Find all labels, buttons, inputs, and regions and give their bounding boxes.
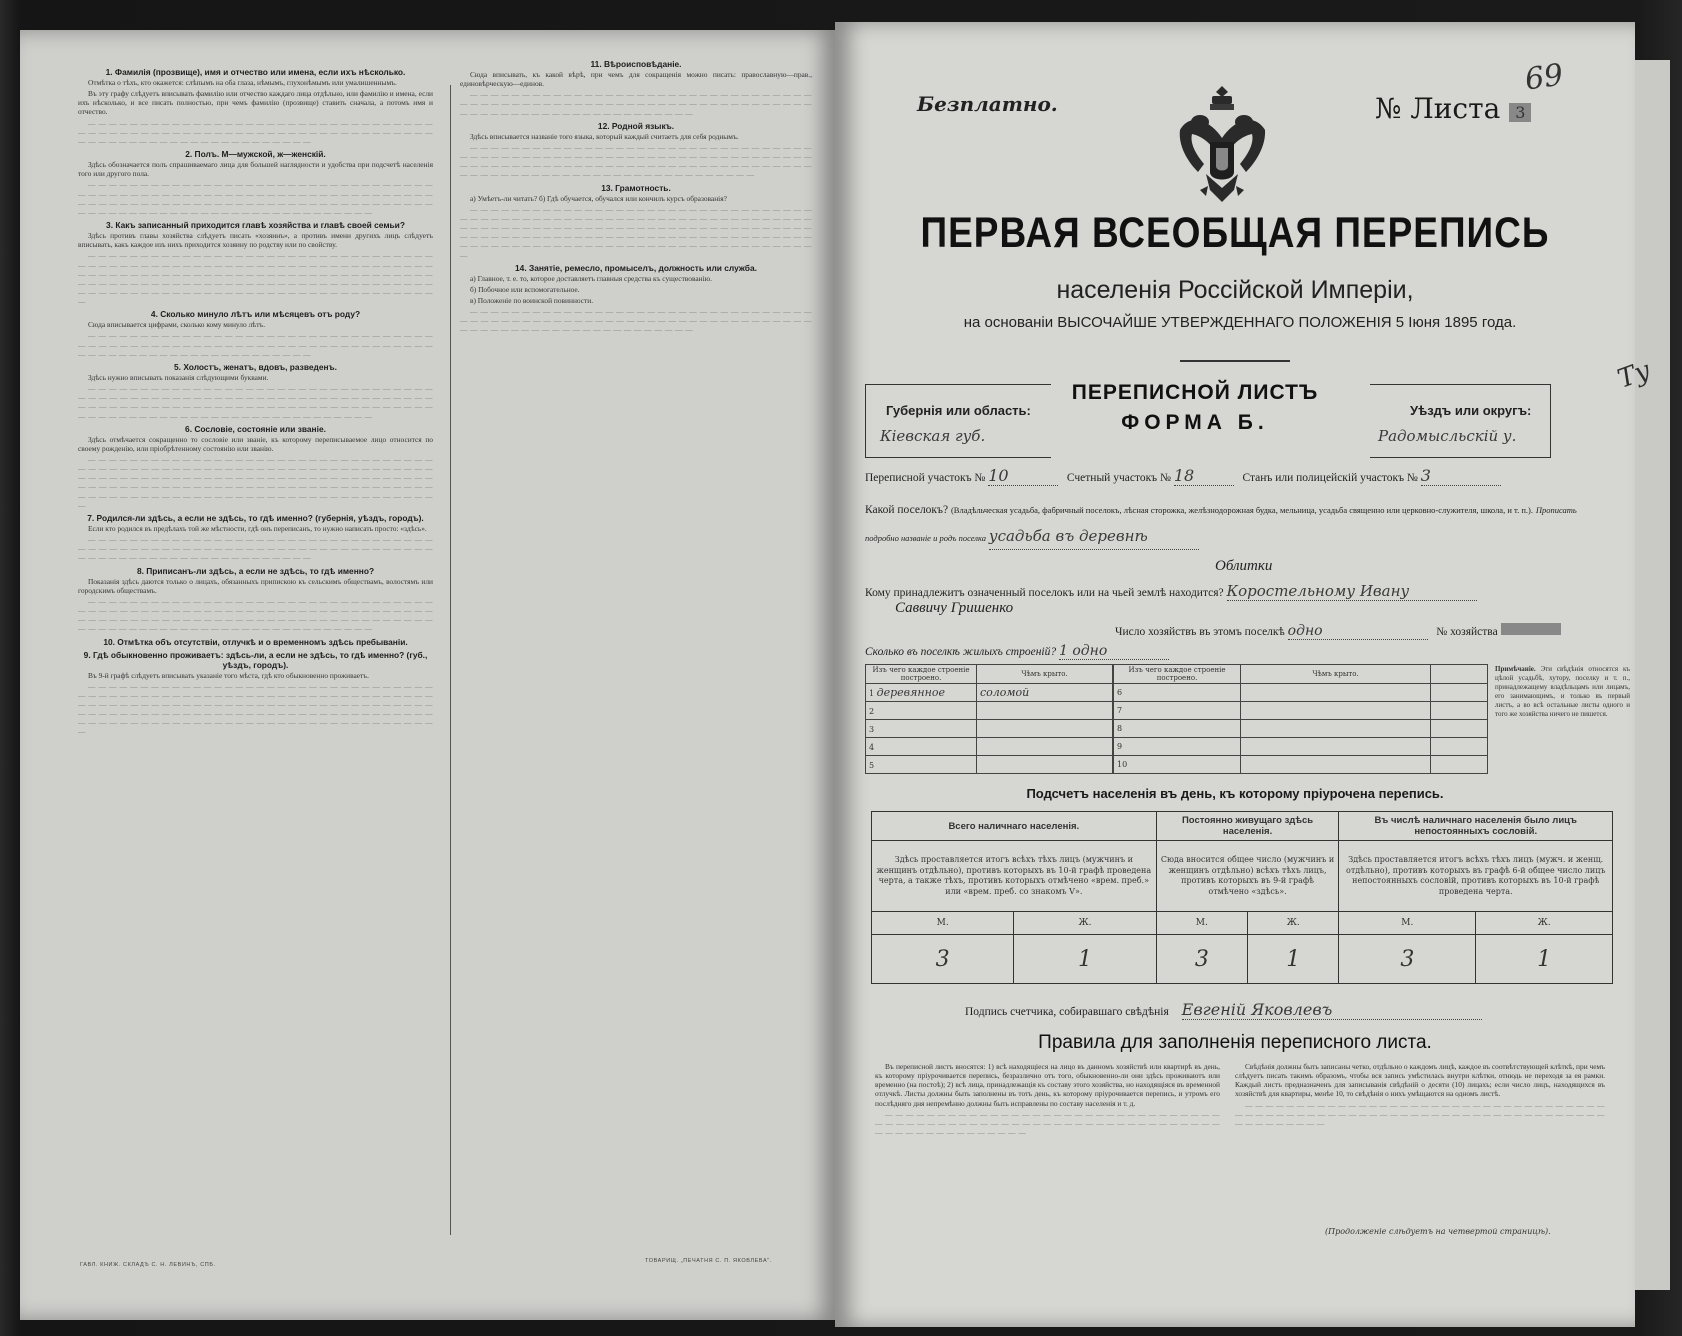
police-area-label: Станъ или полицейскій участокъ №: [1242, 472, 1418, 484]
count-sex-row: [872, 912, 1613, 935]
count-desc-row: [872, 841, 1613, 912]
roof-material-cell: [977, 720, 1113, 738]
buildings-table-header: [866, 665, 1113, 684]
rules-left-text: Въ переписной листъ вносятся: 1) всѣ находящіеся на лицо въ данномъ хозяйствѣ или квартирѣ въ день, къ которому пріурочивается перепись, безразлично отъ того, обыкновенно-ли они здѣсь проживаютъ или временно (на постоѣ); 2) всѣ лица, принадлежащія къ составу этого хозяйства, но находящіяся въ временной отлучкѣ. Листы должны быть заполнены въ тотъ день, къ которому пріурочивается перепись, и утромъ его послѣдняго дня непремѣнно должны быть исправлены по составу населенія и т. д.: [875, 1062, 1220, 1108]
police-area-value: 3: [1421, 466, 1501, 486]
instruction-heading: 3. Какъ записанный приходится главѣ хозяйства и главѣ своей семьи?: [106, 220, 405, 231]
instructions-column-2: [460, 56, 812, 1244]
settlement-value-line2: Облитки: [1215, 558, 1273, 574]
instruction-paragraph: б) Побочное или вспомогательное.: [470, 284, 580, 294]
rules-right-filler: — — — — — — — — — — — — — — — — — — — — — — — — — — — — — — — — — — — — — — — — — — — — — — — — — — — — — — — — — — — — — — — — — — — — — — — — — — — — — — — —: [1235, 1100, 1605, 1128]
empty-cell: [1431, 738, 1488, 756]
count-column-header: Въ числѣ наличнаго населенія было лицъ непостоянныхъ сословій.: [1339, 812, 1613, 841]
building-row-number: 1: [869, 689, 877, 698]
building-row-number: 8: [1114, 720, 1241, 738]
settlement-value: усадьба въ деревнѣ: [989, 523, 1199, 550]
building-row: [866, 738, 1113, 756]
building-row: [1114, 720, 1488, 738]
form-title-line2: ФОРМА Б.: [1121, 411, 1269, 434]
rules-column-left: [875, 1062, 1220, 1232]
roof-material-header: Чѣмъ крыто.: [977, 665, 1113, 684]
form-title: [1045, 378, 1345, 438]
male-count: 3: [1339, 935, 1476, 984]
buildings-value: 1 одно: [1059, 643, 1169, 660]
count-column-header: Всего наличнаго населенія.: [872, 812, 1157, 841]
instruction-paragraph: Здѣсь отмѣчается сокращенно то сословіе или званіе, къ которому переписываемое лицо относится по своему рожденію, или пріобрѣтенному состоянію или званію.: [78, 434, 433, 453]
building-row: [1114, 702, 1488, 720]
roof-material-cell: [977, 756, 1113, 774]
count-area-label: Счетный участокъ №: [1066, 472, 1171, 484]
double-headed-eagle-emblem: [1170, 82, 1275, 212]
owner-value-line2: Саввичу Гришенко: [895, 600, 1014, 616]
instruction-heading: 10. Отмѣтка объ отсутствіи, отлучкѣ и о временномъ здѣсь пребываніи.: [103, 636, 408, 647]
buildings-table-left: [865, 664, 1113, 774]
settlement-label: Какой поселокъ?: [865, 504, 949, 516]
buildings-label: Сколько въ поселкѣ жилыхъ строеній?: [865, 646, 1057, 658]
roof-material-cell: [977, 702, 1113, 720]
province-label: Губернія или область:: [886, 403, 1031, 418]
count-column-header: Постоянно живущаго здѣсь населенія.: [1156, 812, 1339, 841]
male-count: 3: [872, 935, 1014, 984]
empty-cell: [1431, 720, 1488, 738]
building-material-cell: [866, 756, 977, 774]
buildings-row: [865, 643, 1169, 660]
text-block-placeholder: — — — — — — — — — — — — — — — — — — — — — — — — — — — — — — — — — — — — — — — — — — — — — — — — — — — — — — — — — — — — — — — — — — — — — — — — — — — — — — — — — — — — — — — — — —: [78, 118, 433, 146]
building-row: [866, 720, 1113, 738]
building-material-header: Изъ чего каждое строеніе построено.: [866, 665, 977, 684]
enumerator-signature-row: [965, 1000, 1482, 1020]
census-basis: на основаніи ВЫСОЧАЙШЕ УТВЕРЖДЕННАГО ПОЛОЖЕНІЯ 5 Іюня 1895 года.: [963, 314, 1517, 331]
form-title-line1: ПЕРЕПИСНОЙ ЛИСТЪ: [1071, 381, 1319, 404]
empty-cell: [1431, 702, 1488, 720]
district-box: [1370, 384, 1551, 458]
text-block-placeholder: — — — — — — — — — — — — — — — — — — — — — — — — — — — — — — — — — — — — — — — — — — — — — — — — — — — — — — — — — — — — — — — — — — — — — — — — — — — — — — — — — — — — — — — — — —: [78, 535, 433, 563]
right-page: [835, 22, 1635, 1327]
text-block-placeholder: — — — — — — — — — — — — — — — — — — — — — — — — — — — — — — — — — — — — — — — — — — — — — — — — — — — — — — — — — — — — — — — — — — — — — — — — — — — — — — — — — — — — — — — — — — — — — — — — — — — — — — — — — — — — — — — — — — — — — — — — — — — — — — — — — —: [78, 384, 433, 421]
archive-stamp-number: 69: [1522, 57, 1566, 98]
roof-material-cell: [977, 738, 1113, 756]
instruction-paragraph: Въ эту графу слѣдуетъ вписывать фамилію или отчество каждаго лица отдѣльно, или фамилію и имена, если ихъ нѣсколько, и все писать полностью, при чемъ фамилію (прозвище) ставить сначала, а потомъ имя и отчество.: [78, 89, 433, 117]
roof-material-cell: [1241, 756, 1431, 774]
building-material-cell: [866, 684, 977, 702]
instruction-heading: 4. Сколько минуло лѣтъ или мѣсяцевъ отъ роду?: [150, 309, 361, 320]
instruction-heading: 9. Гдѣ обыкновенно проживаетъ: здѣсь-ли, а если не здѣсь, то гдѣ именно? (губ., уѣздъ, городъ).: [83, 649, 428, 670]
roof-material-cell: [1241, 738, 1431, 756]
building-row: [1114, 738, 1488, 756]
instruction-paragraph: Здѣсь обозначается полъ спрашиваемаго лица для большей наглядности и удобства при подсчетѣ населенія того или другого пола.: [78, 160, 433, 179]
instruction-paragraph: Здѣсь вписывается названіе того языка, который каждый считаетъ для себя роднымъ.: [470, 131, 739, 141]
empty-header-cell: [1431, 665, 1488, 684]
instruction-heading: 2. Полъ. М—мужской, ж—женскій.: [185, 149, 326, 160]
text-block-placeholder: — — — — — — — — — — — — — — — — — — — — — — — — — — — — — — — — — — — — — — — — — — — — — — — — — — — — — — — — — — — — — — — — — — — — — — — — — — — — — — — — — — — — — — — — — — — — — — — — — — — — — — — — — — — — — — — — — — — — — — — — — — — — — — — — — —: [78, 180, 433, 217]
instruction-paragraph: Сюда вписывать, къ какой вѣрѣ, при чемъ для сокращенія можно писать: православную—прав., единовѣрческую—единов.: [460, 70, 812, 89]
instruction-heading: 6. Сословіе, состояніе или званіе.: [185, 423, 326, 434]
households-value: одно: [1288, 623, 1428, 640]
census-subtitle: населенія Россійской Имперіи,: [1056, 276, 1414, 304]
building-row: [866, 702, 1113, 720]
building-row: [866, 684, 1113, 702]
instruction-heading: 5. Холостъ, женатъ, вдовъ, разведенъ.: [174, 361, 337, 372]
margin-handwriting: Ту: [1613, 355, 1655, 395]
male-count: 3: [1156, 935, 1247, 984]
sheet-number: [1375, 92, 1531, 125]
building-material-value: деревянное: [876, 686, 945, 699]
building-row-number: 3: [869, 725, 875, 734]
signature-label: Подпись счетчика, собиравшаго свѣдѣнія: [965, 1006, 1169, 1018]
rules-column-right: [1235, 1062, 1605, 1222]
count-column-description: Сюда вносится общее число (мужчинъ и женщинъ отдѣльно) всѣхъ тѣхъ лицъ, противъ которыхъ въ 9-й графѣ отмѣчено «здѣсь».: [1156, 841, 1339, 912]
household-number-label: № хозяйства: [1436, 626, 1498, 638]
text-block-placeholder: — — — — — — — — — — — — — — — — — — — — — — — — — — — — — — — — — — — — — — — — — — — — — — — — — — — — — — — — — — — — — — — — — — — — — — — — — — — — — — — — — — — — — — — — — — — — — — — — — — — — — — — — — — — — — — — — — — — — — — — — — — — — — — — — — — — — — — — — — — — — — — — — — — — — — — — — — — — — — — — — — — — — — — — — — —: [78, 455, 433, 510]
text-block-placeholder: — — — — — — — — — — — — — — — — — — — — — — — — — — — — — — — — — — — — — — — — — — — — — — — — — — — — — — — — — — — — — — — — — — — — — — — — — — — — — — — — — — — — — — — — — — — — — — — — — — — — — — — — — — — — — — — — — — — — — — — — — — — — — — — — — — — — — — — — — — — — — — — — — — — — — — — — — — — — — — — — — — — — — — — — — —: [460, 204, 812, 260]
continuation-note: (Продолженіе слѣдуетъ на четвертой страницѣ).: [1325, 1227, 1551, 1236]
instruction-paragraph: Показанія здѣсь даются только о лицахъ, обязанныхъ припискою къ сельскимъ обществамъ, волостямъ или городскимъ обществамъ.: [78, 576, 433, 595]
male-header: М.: [1339, 912, 1476, 935]
census-area-label: Переписной участокъ №: [865, 472, 986, 484]
instruction-heading: 11. Вѣроисповѣданіе.: [590, 59, 682, 69]
text-block-placeholder: — — — — — — — — — — — — — — — — — — — — — — — — — — — — — — — — — — — — — — — — — — — — — — — — — — — — — — — — — — — — — — — — — — — — — — — — — — — — — — — — — — — — — — — — — —: [460, 307, 812, 335]
instructions-column-1: [78, 64, 433, 1244]
province-box: [865, 384, 1051, 458]
text-block-placeholder: — — — — — — — — — — — — — — — — — — — — — — — — — — — — — — — — — — — — — — — — — — — — — — — — — — — — — — — — — — — — — — — — — — — — — — — — — — — — — — — — — — — — — — — — — — — — — — — — — — — — — — — — — — — — — — — — — — — — — — — — — — — — — — — — — —: [460, 142, 812, 180]
count-value-row: [872, 935, 1613, 984]
remark-title: Примѣчаніе.: [1495, 665, 1536, 673]
settlement-row: [865, 497, 1605, 551]
population-count-title: Подсчетъ населенія въ день, къ которому пріурочена перепись.: [1026, 786, 1444, 801]
roof-material-cell: [1241, 684, 1431, 702]
roof-material-header: Чѣмъ крыто.: [1241, 665, 1431, 684]
sheet-number-label: № Листа: [1375, 92, 1501, 125]
instruction-heading: 14. Занятіе, ремесло, промыселъ, должность или служба.: [515, 262, 757, 273]
owner-label: Кому принадлежитъ означенный поселокъ или на чьей землѣ находится?: [865, 587, 1224, 599]
instruction-heading: 7. Родился-ли здѣсь, а если не здѣсь, то гдѣ именно? (губернія, уѣздъ, городъ).: [87, 512, 424, 523]
text-block-placeholder: — — — — — — — — — — — — — — — — — — — — — — — — — — — — — — — — — — — — — — — — — — — — — — — — — — — — — — — — — — — — — — — — — — — — — — — — — — — — — — — — — — — — — — — — — —: [460, 90, 812, 118]
instruction-paragraph: Здѣсь противъ главы хозяйства слѣдуетъ писать «хозяинъ», а противъ имени другихъ лицъ слѣдуетъ вписывать, какъ каждое изъ нихъ приходится хозяину по родству или по свойству.: [78, 231, 433, 250]
female-count: 1: [1476, 935, 1613, 984]
province-value: Кіевская губ.: [880, 427, 986, 445]
building-row-number: 2: [869, 707, 875, 716]
household-number-redacted: [1501, 623, 1561, 635]
text-block-placeholder: — — — — — — — — — — — — — — — — — — — — — — — — — — — — — — — — — — — — — — — — — — — — — — — — — — — — — — — — — — — — — — — — — — — — — — — — — — — — — — — — — — — — — — — — — — — — — — — — — — — — — — — — — — — — — — — — — — — — — — — — — — — — — — — — — — — — — — — — — — — — — — — — — — — — — — — — — — — — — — — — — — — — — — — — — —: [78, 251, 433, 307]
signature-value: Евгеній Яковлевъ: [1182, 1000, 1482, 1020]
count-column-description: Здѣсь проставляется итогъ всѣхъ тѣхъ лицъ (мужчинъ и женщинъ отдѣльно), противъ которыхъ въ 10-й графѣ проведена черта, а также тѣхъ, противъ которыхъ отмѣчено «врем. преб.» или «врем. преб. со знакомъ V».: [872, 841, 1157, 912]
building-row: [1114, 756, 1488, 774]
households-row: [1115, 623, 1561, 640]
instruction-heading: 13. Грамотность.: [601, 182, 671, 193]
buildings-table-header: [1114, 665, 1488, 684]
building-row-number: 7: [1114, 702, 1241, 720]
building-row-number: 9: [1114, 738, 1241, 756]
female-header: Ж.: [1476, 912, 1613, 935]
settlement-hint: (Владѣльческая усадьба, фабричный поселокъ, лѣсная сторожка, желѣзнодорожная будка, мельница, усадьба священно или церковно-служителя, школа, и т. п.).: [950, 505, 1533, 515]
building-material-cell: [866, 738, 977, 756]
remark-text: Эти свѣдѣнія относятся къ цѣлой усадьбѣ, хутору, поселку и т. п., принадлежащему владѣльцамъ или лицамъ, его занимающимъ, и только въ первый листъ, а во всѣ остальные листы одного и того же хозяйства ничего не пишется.: [1495, 665, 1630, 718]
building-row-number: 10: [1114, 756, 1241, 774]
instruction-paragraph: Въ 9-й графѣ слѣдуетъ вписывать указаніе того мѣста, гдѣ кто обыкновенно проживаетъ.: [88, 670, 369, 680]
male-header: М.: [1156, 912, 1247, 935]
settlement-hint-detail: Прописать подробно названіе и родъ поселка: [865, 505, 1577, 543]
column-divider: [450, 85, 451, 1235]
instruction-heading: 1. Фамилія (прозвище), имя и отчество или имена, если ихъ нѣсколько.: [105, 67, 406, 77]
empty-cell: [1431, 684, 1488, 702]
male-header: М.: [872, 912, 1014, 935]
female-header: Ж.: [1248, 912, 1339, 935]
building-material-cell: [866, 702, 977, 720]
building-row-number: 4: [869, 743, 875, 752]
instruction-heading: 8. Приписанъ-ли здѣсь, а если не здѣсь, то гдѣ именно?: [136, 565, 375, 576]
owner-value: Коростельному Ивану: [1227, 582, 1477, 601]
title-rule: [1180, 360, 1290, 362]
instruction-paragraph: в) Положеніе по воинской повинности.: [470, 295, 594, 305]
census-area-row: [865, 466, 1501, 486]
owner-row: [865, 582, 1477, 601]
building-material-header: Изъ чего каждое строеніе построено.: [1114, 665, 1241, 684]
instruction-paragraph: Отмѣтка о тѣхъ, кто окажется: слѣпымъ на оба глаза, нѣмымъ, глухонѣмымъ или умалишеннымъ.: [88, 78, 397, 87]
printer-imprint-left: ГАВЛ. КНИЖ. СКЛАДЪ С. Н. ЛЕВИНЪ, СПБ.: [80, 1262, 216, 1268]
count-head-row: [872, 812, 1613, 841]
instruction-heading: 12. Родной языкъ.: [597, 120, 675, 131]
buildings-table-right: [1113, 664, 1488, 774]
rules-left-filler: — — — — — — — — — — — — — — — — — — — — — — — — — — — — — — — — — — — — — — — — — — — — — — — — — — — — — — — — — — — — — — — — — — — — — — — — — — — — — — — —: [875, 1109, 1220, 1138]
district-value: Радомысльскій у.: [1378, 427, 1517, 445]
building-row: [866, 756, 1113, 774]
free-label: Безплатно.: [917, 92, 1058, 116]
building-row-number: 5: [869, 761, 875, 770]
female-count: 1: [1248, 935, 1339, 984]
rules-right-text: Свѣдѣнія должны быть записаны четко, отдѣльно о каждомъ лицѣ, каждое въ соотвѣтствующей клѣткѣ, при чемъ слѣдуетъ писать такимъ образомъ, чтобы вся запись умѣстилась внутри клѣтки, отнюдь не переходя за ея рамки. Каждый листъ предназначенъ для записыванія свѣдѣній о десяти (10) лицахъ; если число лицъ, находящихся въ хозяйствѣ для квартиры, менѣе 10, то свѣдѣнія о нихъ умѣщаются на одномъ листѣ.: [1235, 1062, 1605, 1099]
female-count: 1: [1014, 935, 1156, 984]
population-count-table: [871, 811, 1613, 984]
building-material-cell: [866, 720, 977, 738]
roof-material-cell: [1241, 720, 1431, 738]
sheet-number-value: 3: [1509, 103, 1531, 122]
roof-material-cell: соломой: [977, 684, 1113, 702]
census-area-value: 10: [988, 466, 1058, 486]
instruction-paragraph: а) Умѣетъ-ли читать? б) Гдѣ обучается, обучался или кончилъ курсъ образованія?: [470, 193, 727, 203]
buildings-remark: [1495, 665, 1630, 719]
district-label: Уѣздъ или округъ:: [1410, 403, 1532, 418]
building-row-number: 6: [1114, 684, 1241, 702]
rules-title: Правила для заполненія переписного листа.: [1038, 1032, 1432, 1053]
text-block-placeholder: — — — — — — — — — — — — — — — — — — — — — — — — — — — — — — — — — — — — — — — — — — — — — — — — — — — — — — — — — — — — — — — — — — — — — — — — — — — — — — — — — — — — — — — — — — — — — — — — — — — — — — — — — — — — — — — — — — — — — — — — — — — — — — — — — —: [78, 596, 433, 634]
households-label: Число хозяйствъ въ этомъ поселкѣ: [1115, 626, 1285, 638]
roof-material-cell: [1241, 702, 1431, 720]
left-page: [20, 30, 835, 1320]
instruction-paragraph: Сюда вписывается цифрами, сколько кому минуло лѣтъ.: [88, 320, 266, 330]
instruction-paragraph: а) Главное, т. е. то, которое доставляетъ главныя средства къ существованію.: [470, 273, 712, 283]
count-area-value: 18: [1174, 466, 1234, 486]
female-header: Ж.: [1014, 912, 1156, 935]
building-row: [1114, 684, 1488, 702]
instruction-paragraph: Здѣсь нужно вписывать показанія слѣдующими буквами.: [88, 372, 269, 382]
count-column-description: Здѣсь проставляется итогъ всѣхъ тѣхъ лицъ (мужч. и женщ. отдѣльно), противъ которыхъ въ графѣ 6-й общее число лицъ непостоянныхъ сословій, противъ которыхъ въ 10-й графѣ проведена черта.: [1339, 841, 1613, 912]
text-block-placeholder: — — — — — — — — — — — — — — — — — — — — — — — — — — — — — — — — — — — — — — — — — — — — — — — — — — — — — — — — — — — — — — — — — — — — — — — — — — — — — — — — — — — — — — — — — — — — — — — — — — — — — — — — — — — — — — — — — — — — — — — — — — — — — — — — — — — — — — — — — — — — — — — — — — — — — — — — — — — — — — — — — — — — — — — — — —: [78, 681, 433, 737]
text-block-placeholder: — — — — — — — — — — — — — — — — — — — — — — — — — — — — — — — — — — — — — — — — — — — — — — — — — — — — — — — — — — — — — — — — — — — — — — — — — — — — — — — — — — — — — — — — — —: [78, 331, 433, 359]
empty-cell: [1431, 756, 1488, 774]
printer-imprint-right: ТОВАРИЩ. „ПЕЧАТНЯ С. П. ЯКОВЛЕВА".: [645, 1258, 772, 1264]
instruction-paragraph: Если кто родился въ предѣлахъ той же мѣстности, гдѣ онъ переписанъ, то нужно написать просто: «здѣсь».: [88, 523, 427, 533]
census-title: ПЕРВАЯ ВСЕОБЩАЯ ПЕРЕПИСЬ: [920, 208, 1550, 256]
